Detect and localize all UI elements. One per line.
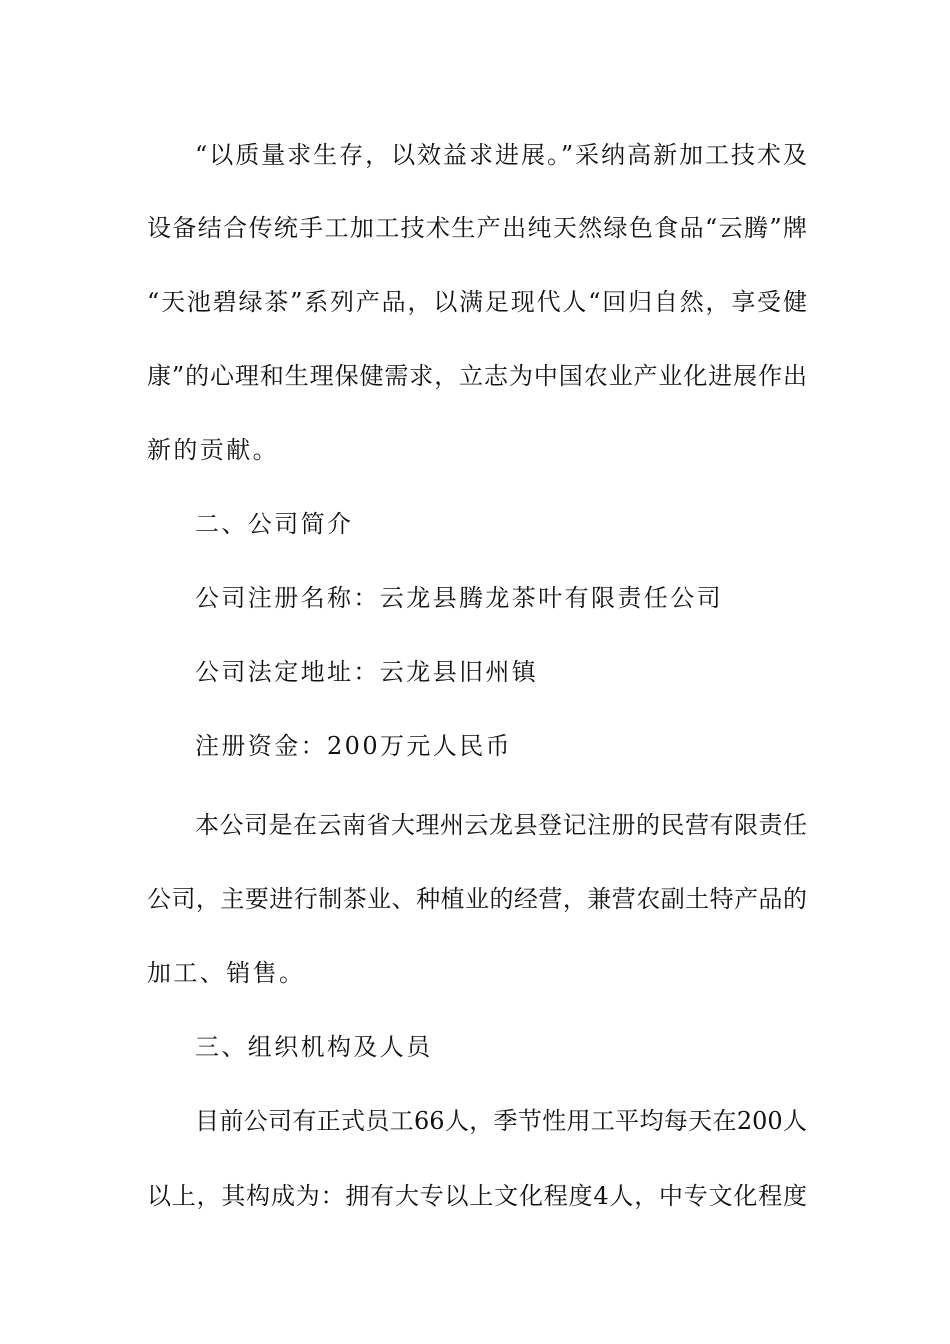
company-name-line: 公司注册名称：云龙县腾龙茶叶有限责任公司	[195, 584, 723, 612]
registered-capital-line: 注册资金：200万元人民币	[195, 732, 513, 760]
paragraph-line: 康”的心理和生理保健需求，立志为中国农业产业化进展作出	[147, 362, 807, 390]
paragraph-line: 本公司是在云南省大理州云龙县登记注册的民营有限责任	[195, 811, 807, 839]
paragraph-line: 公司，主要进行制茶业、种植业的经营，兼营农副土特产品的	[147, 885, 807, 913]
company-address-line: 公司法定地址：云龙县旧州镇	[195, 658, 539, 686]
paragraph-line: 目前公司有正式员工66人，季节性用工平均每天在200人	[195, 1107, 807, 1135]
paragraph-line: “以质量求生存，以效益求进展。”采纳高新加工技术及	[195, 141, 807, 169]
section-heading: 三、组织机构及人员	[195, 1033, 433, 1061]
paragraph-line: 以上，其构成为：拥有大专以上文化程度4人，中专文化程度	[147, 1182, 807, 1210]
paragraph-line: 设备结合传统手工加工技术生产出纯天然绿色食品“云腾”牌	[147, 214, 807, 242]
section-heading: 二、公司简介	[195, 510, 354, 538]
paragraph-line: 新的贡献。	[147, 436, 279, 464]
paragraph-line: 加工、销售。	[147, 959, 306, 987]
paragraph-line: “天池碧绿茶”系列产品，以满足现代人“回归自然，享受健	[147, 288, 807, 316]
